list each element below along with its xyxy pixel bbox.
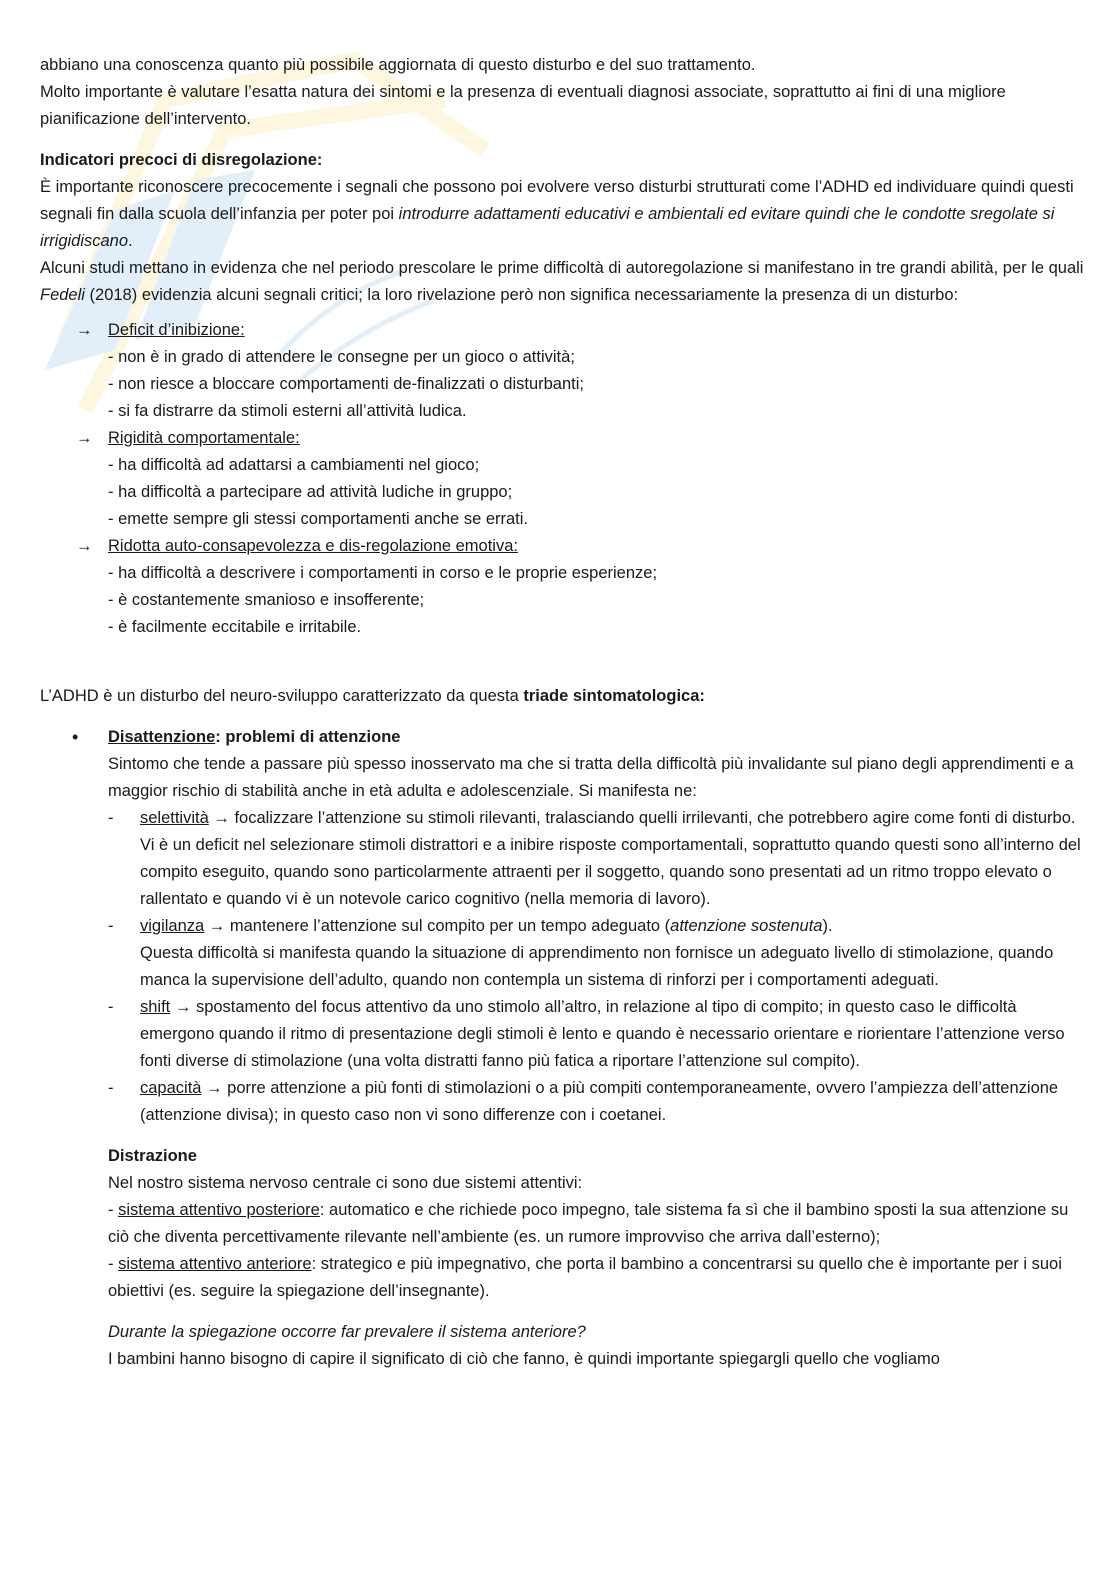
arrow-icon: → [76, 429, 93, 447]
distrazione-section [40, 1143, 1086, 1373]
signal-item: - ha difficoltà a partecipare ad attività ludiche in gruppo; [108, 483, 513, 501]
distrazione-answer: I bambini hanno bisogno di capire il significato di ciò che fanno, è quindi importante spiegargli quello che vogliamo [108, 1350, 940, 1368]
signal-group-title: Ridotta auto-consapevolezza e dis-regolazione emotiva: [108, 537, 518, 555]
distrazione-question: Durante la spiegazione occorre far prevalere il sistema anteriore? [108, 1323, 586, 1341]
signal-group-consapevolezza [40, 533, 1086, 641]
signal-group-title: Deficit d’inibizione: [108, 321, 245, 339]
signal-item: - si fa distrarre da stimoli esterni all’attività ludica. [108, 402, 467, 420]
signal-item: - ha difficoltà a descrivere i comportamenti in corso e le proprie esperienze; [108, 564, 658, 582]
indicatori-paragraph-1: È importante riconoscere precocemente i segnali che possono poi evolvere verso disturbi strutturati come l’ADHD ed individuare quindi questi segnali fin dalla scuola dell’infanzia per poter poi introdurre adattamenti educativi e ambientali ed evitare quindi che le condotte sregolate si irrigidiscano. [40, 178, 1074, 250]
attention-item-vigilanza: - vigilanza → mantenere l’attenzione sul compito per un tempo adeguato (attenzione sostenuta). Questa difficoltà si manifesta quando la situazione di apprendimento non fornisce un adeguato livello di stimolazione, quando manca la supervisione dell’adulto, quando non contempla un sistema di rinforzi per i comportamenti adeguati. [40, 913, 1086, 994]
distrazione-heading: Distrazione [108, 1147, 197, 1165]
sistema-anteriore: - sistema attentivo anteriore: strategico e più impegnativo, che porta il bambino a concentrarsi su quello che è importante per i suoi obiettivi (es. seguire la spiegazione dell’insegnante). [108, 1255, 1062, 1300]
arrow-icon: → [76, 537, 93, 555]
attention-term: selettività [140, 809, 209, 827]
bullet-icon: • [72, 727, 79, 747]
signal-item: - ha difficoltà ad adattarsi a cambiamenti nel gioco; [108, 456, 480, 474]
attention-item-shift: - shift → spostamento del focus attentivo da uno stimolo all’altro, in relazione al tipo di compito; in questo caso le difficoltà emergono quando il ritmo di presentazione degli stimoli è lento e quando è necessario orientare e riorientare l’attenzione verso fonti diverse di stimolazione (una volta distratti fanno più fatica a riportare l’attenzione sul compito). [108, 998, 1065, 1070]
attention-term: capacità [140, 1079, 202, 1097]
arrow-icon: → [76, 321, 93, 339]
disattenzione-description: Sintomo che tende a passare più spesso inosservato ma che si tratta della difficoltà più invalidante sul piano degli apprendimenti e a maggior rischio di stabilità anche in età adulta e adolescenziale. Si manifesta ne: [108, 755, 1074, 800]
intro-line-2: Molto importante è valutare l’esatta natura dei sintomi e la presenza di eventuali diagnosi associate, soprattutto ai fini di una migliore pianificazione dell’intervento. [40, 83, 1006, 128]
vigilanza-extra: Questa difficoltà si manifesta quando la situazione di apprendimento non fornisce un adeguato livello di stimolazione, quando manca la supervisione dell’adulto, quando non contempla un sistema di rinforzi per i comportamenti adeguati. [140, 944, 1054, 989]
attention-item-capacita: - capacità → porre attenzione a più fonti di stimolazioni o a più compiti contemporaneamente, ovvero l’ampiezza dell’attenzione (attenzione divisa); in questo caso non vi sono differenze con i coetanei. [108, 1079, 1059, 1124]
attention-term: vigilanza [140, 917, 205, 935]
signal-group-inibizione [40, 317, 1086, 425]
indicatori-heading: Indicatori precoci di disregolazione: [40, 151, 323, 169]
signal-item: - non riesce a bloccare comportamenti de-finalizzati o disturbanti; [108, 375, 584, 393]
signal-group-rigidita [40, 425, 1086, 533]
adhd-intro: L’ADHD è un disturbo del neuro-sviluppo caratterizzato da questa triade sintomatologica: [40, 687, 705, 705]
signal-item: - non è in grado di attendere le consegne per un gioco o attività; [108, 348, 575, 366]
intro-line-1: abbiano una conoscenza quanto più possibile aggiornata di questo disturbo e del suo trattamento. [40, 56, 756, 74]
attention-item-selettivita: - selettività → focalizzare l’attenzione su stimoli rilevanti, tralasciando quelli irrilevanti, che potrebbero agire come fonti di disturbo. Vi è un deficit nel selezionare stimoli distrattori e a inibire risposte comportamentali, soprattutto quando questi sono all’interno del compito eseguito, quando sono particolarmente attraenti per il soggetto, quando sono presentati ad un ritmo troppo elevato o rallentato e quando vi è un notevole carico cognitivo (nella memoria di lavoro). [108, 809, 1081, 908]
sistema-posteriore: - sistema attentivo posteriore: automatico e che richiede poco impegno, tale sistema fa sì che il bambino sposti la sua attenzione su ciò che diventa percettivamente rilevante nell’ambiente (es. un rumore improvviso che arriva dall’esterno); [108, 1201, 1069, 1246]
document-page [40, 52, 1086, 1373]
signal-item: - è costantemente smanioso e insofferente; [108, 591, 425, 609]
signal-group-title: Rigidità comportamentale: [108, 429, 300, 447]
signal-item: - è facilmente eccitabile e irritabile. [108, 618, 362, 636]
disattenzione-section [40, 724, 1086, 805]
signal-item: - emette sempre gli stessi comportamenti anche se errati. [108, 510, 529, 528]
attention-term: shift [140, 998, 171, 1016]
signals-list [40, 317, 1086, 641]
distrazione-intro: Nel nostro sistema nervoso centrale ci sono due sistemi attentivi: [108, 1174, 583, 1192]
disattenzione-title: Disattenzione: problemi di attenzione [108, 728, 401, 746]
indicatori-paragraph-2: Alcuni studi mettano in evidenza che nel periodo prescolare le prime difficoltà di autoregolazione si manifestano in tre grandi abilità, per le quali Fedeli (2018) evidenzia alcuni segnali critici; la loro rivelazione però non significa necessariamente la presenza di un disturbo: [40, 259, 1084, 304]
